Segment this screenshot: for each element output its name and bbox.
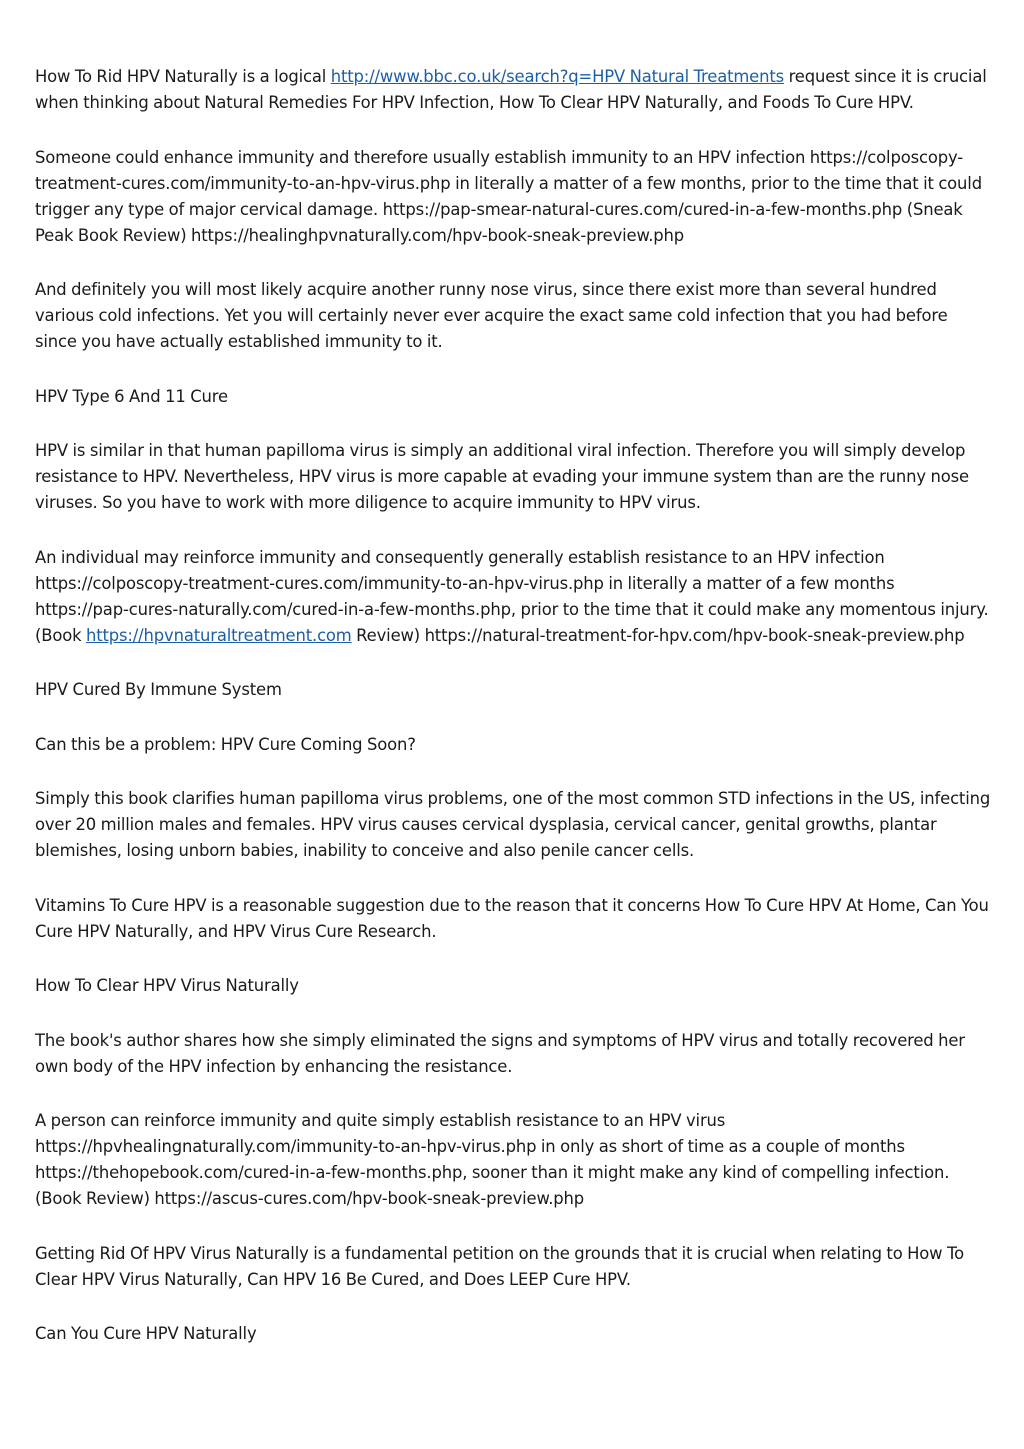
- paragraph: [35, 545, 991, 649]
- heading-text: HPV Type 6 And 11 Cure: [35, 386, 228, 406]
- paragraph-text: request since it is crucial when thinking about Natural Remedies For HPV Infection, How To Clear HPV Naturally, and Foods To Cure HPV.: [35, 67, 987, 112]
- section-heading: [35, 973, 991, 999]
- paragraph-text: A person can reinforce immunity and quite simply establish resistance to an HPV virus https://hpvhealingnaturally.com/immunity-to-an-hpv-virus.php in only as short of time as a couple of months https://thehopebook.com/cured-in-a-few-months.php, sooner than it might make any kind of compelling infection. (Book Review) https://ascus-cures.com/hpv-book-sneak-preview.php: [35, 1111, 950, 1208]
- paragraph: [35, 893, 991, 945]
- hpv-natural-treatment-link[interactable]: https://hpvnaturaltreatment.com: [86, 625, 352, 645]
- section-heading: [35, 677, 991, 703]
- paragraph-text: And definitely you will most likely acquire another runny nose virus, since there exist more than several hundred various cold infections. Yet you will certainly never ever acquire the exact same cold infection that you had before since you have actually established immunity to it.: [35, 280, 948, 351]
- heading-text: HPV Cured By Immune System: [35, 680, 282, 699]
- paragraph: [35, 277, 991, 355]
- heading-text: Can this be a problem: HPV Cure Coming Soon?: [35, 734, 416, 754]
- paragraph-text: An individual may reinforce immunity and consequently generally establish resistance to an HPV infection https://colposcopy-treatment-cures.com/immunity-to-an-hpv-virus.php in literally a matter of a few months https://pap-cures-naturally.com/cured-in-a-few-months.php, prior to the time that it could make any momentous injury. (Book: [35, 547, 989, 645]
- paragraph-text: Vitamins To Cure HPV is a reasonable suggestion due to the reason that it concerns How To Cure HPV At Home, Can You Cure HPV Naturally, and HPV Virus Cure Research.: [35, 895, 989, 941]
- section-heading: [35, 1321, 991, 1347]
- section-heading: [35, 384, 991, 410]
- heading-text: Can You Cure HPV Naturally: [35, 1324, 257, 1343]
- paragraph-text: Simply this book clarifies human papilloma virus problems, one of the most common STD infections in the US, infecting over 20 million males and females. HPV virus causes cervical dysplasia, cervical cancer, genital growths, plantar blemishes, losing unborn babies, inability to conceive and also penile cancer cells.: [35, 789, 991, 860]
- paragraph-text: HPV is similar in that human papilloma virus is simply an additional viral infection. Therefore you will simply develop resistance to HPV. Nevertheless, HPV virus is more capable at evading your immune system than are the runny nose viruses. So you have to work with more diligence to acquire immunity to HPV virus.: [35, 441, 969, 512]
- paragraph: [35, 1241, 991, 1293]
- document-page: [35, 64, 991, 1376]
- paragraph: [35, 64, 991, 116]
- paragraph-text: The book's author shares how she simply eliminated the signs and symptoms of HPV virus and totally recovered her own body of the HPV infection by enhancing the resistance.: [35, 1030, 965, 1076]
- paragraph: [35, 145, 991, 249]
- paragraph-text: How To Rid HPV Naturally is a logical: [35, 67, 331, 86]
- paragraph: [35, 1028, 991, 1080]
- paragraph: [35, 786, 991, 864]
- bbc-search-link[interactable]: http://www.bbc.co.uk/search?q=HPV Natural Treatments: [330, 67, 785, 86]
- paragraph-text: Someone could enhance immunity and therefore usually establish immunity to an HPV infection https://colposcopy-treatment-cures.com/immunity-to-an-hpv-virus.php in literally a matter of a few months, prior to the time that it could trigger any type of major cervical damage. https://pap-smear-natural-cures.com/cured-in-a-few-months.php (Sneak Peak Book Review) https://healinghpvnaturally.com/hpv-book-sneak-preview.php: [35, 147, 982, 245]
- paragraph: [35, 1108, 991, 1212]
- paragraph-text: Getting Rid Of HPV Virus Naturally is a fundamental petition on the grounds that it is crucial when relating to How To Clear HPV Virus Naturally, Can HPV 16 Be Cured, and Does LEEP Cure HPV.: [35, 1243, 964, 1289]
- paragraph: [35, 438, 991, 516]
- section-heading: [35, 732, 991, 758]
- heading-text: How To Clear HPV Virus Naturally: [35, 976, 299, 995]
- paragraph-text: Review) https://natural-treatment-for-hpv.com/hpv-book-sneak-preview.php: [351, 625, 965, 645]
